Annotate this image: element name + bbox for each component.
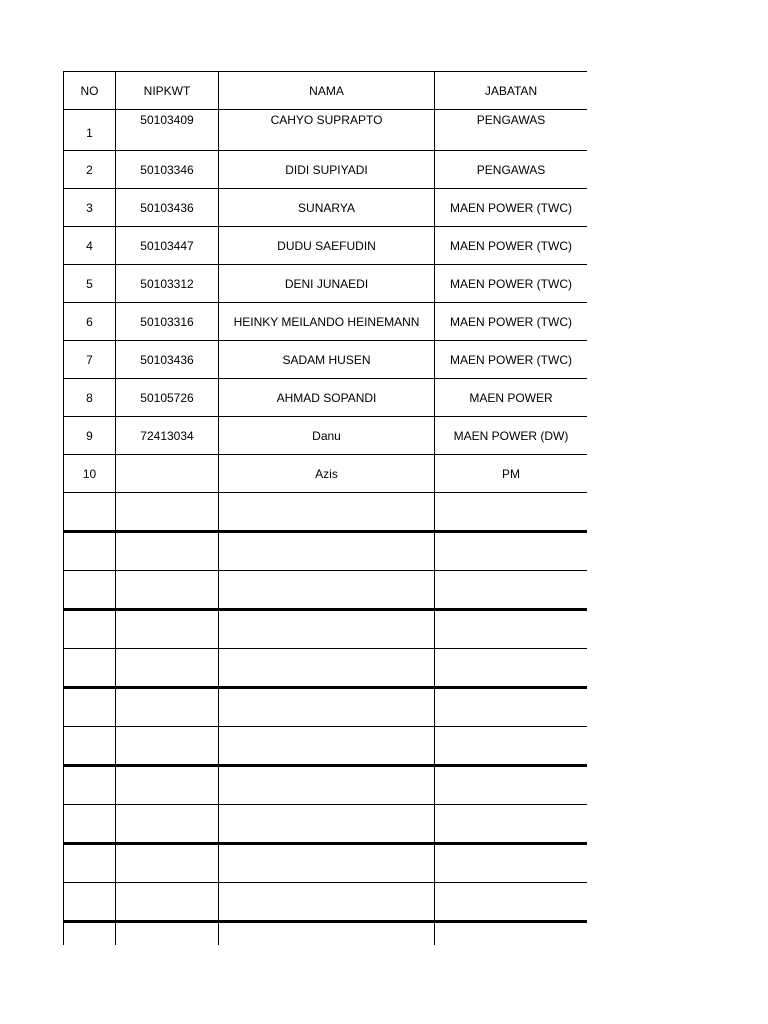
empty-cell[interactable]: [116, 571, 219, 610]
empty-cell[interactable]: [435, 688, 588, 727]
table-row: [64, 189, 588, 227]
cell-nama[interactable]: DUDU SAEFUDIN: [219, 227, 435, 265]
empty-cell[interactable]: [435, 844, 588, 883]
table-row: [64, 341, 588, 379]
table-row: [64, 455, 588, 493]
empty-cell[interactable]: [116, 766, 219, 805]
empty-row: [64, 766, 588, 805]
empty-cell[interactable]: [219, 805, 435, 844]
empty-cell[interactable]: [435, 610, 588, 649]
cell-nama[interactable]: Danu: [219, 417, 435, 455]
empty-cell[interactable]: [219, 649, 435, 688]
empty-row: [64, 688, 588, 727]
table-row: [64, 265, 588, 303]
empty-row: [64, 727, 588, 766]
cell-jabatan[interactable]: PENGAWAS: [435, 110, 588, 151]
empty-row: [64, 922, 588, 946]
cell-jabatan[interactable]: MAEN POWER (TWC): [435, 303, 588, 341]
header-cell-nipkwt[interactable]: NIPKWT: [116, 72, 219, 110]
empty-cell[interactable]: [435, 727, 588, 766]
empty-row: [64, 649, 588, 688]
cell-nama[interactable]: SADAM HUSEN: [219, 341, 435, 379]
empty-row: [64, 610, 588, 649]
empty-row: [64, 883, 588, 922]
empty-cell[interactable]: [64, 493, 116, 532]
cell-no[interactable]: 2: [64, 151, 116, 189]
cell-jabatan[interactable]: PM: [435, 455, 588, 493]
cell-no[interactable]: 10: [64, 455, 116, 493]
empty-cell[interactable]: [116, 649, 219, 688]
cell-no[interactable]: 3: [64, 189, 116, 227]
cell-nipkwt[interactable]: [116, 455, 219, 493]
cell-nipkwt[interactable]: 72413034: [116, 417, 219, 455]
cell-nama[interactable]: HEINKY MEILANDO HEINEMANN: [219, 303, 435, 341]
empty-cell[interactable]: [219, 571, 435, 610]
empty-cell[interactable]: [64, 805, 116, 844]
cell-nipkwt[interactable]: 50103346: [116, 151, 219, 189]
cell-jabatan[interactable]: MAEN POWER (TWC): [435, 341, 588, 379]
cell-no[interactable]: 8: [64, 379, 116, 417]
table-row: [64, 417, 588, 455]
empty-cell[interactable]: [64, 883, 116, 922]
empty-cell[interactable]: [219, 766, 435, 805]
cell-nama[interactable]: Azis: [219, 455, 435, 493]
cell-no[interactable]: 6: [64, 303, 116, 341]
empty-cell[interactable]: [64, 727, 116, 766]
empty-cell[interactable]: [116, 844, 219, 883]
cell-nipkwt[interactable]: 50103436: [116, 341, 219, 379]
empty-cell[interactable]: [116, 493, 219, 532]
cell-nipkwt[interactable]: 50103447: [116, 227, 219, 265]
empty-cell[interactable]: [116, 688, 219, 727]
empty-cell[interactable]: [219, 727, 435, 766]
employee-table: [63, 71, 587, 945]
empty-cell[interactable]: [219, 532, 435, 571]
cell-jabatan[interactable]: PENGAWAS: [435, 151, 588, 189]
header-cell-nama[interactable]: NAMA: [219, 72, 435, 110]
empty-cell[interactable]: [435, 571, 588, 610]
empty-cell[interactable]: [219, 883, 435, 922]
header-row: [64, 72, 588, 110]
table-row: [64, 303, 588, 341]
empty-row: [64, 532, 588, 571]
empty-cell[interactable]: [64, 610, 116, 649]
cell-nama[interactable]: CAHYO SUPRAPTO: [219, 110, 435, 151]
empty-cell[interactable]: [64, 649, 116, 688]
cell-nama[interactable]: AHMAD SOPANDI: [219, 379, 435, 417]
empty-cell[interactable]: [435, 805, 588, 844]
empty-cell[interactable]: [116, 532, 219, 571]
empty-cell[interactable]: [219, 493, 435, 532]
cell-jabatan[interactable]: MAEN POWER (TWC): [435, 265, 588, 303]
empty-cell[interactable]: [435, 766, 588, 805]
cell-jabatan[interactable]: MAEN POWER: [435, 379, 588, 417]
table-row: [64, 379, 588, 417]
empty-cell[interactable]: [219, 610, 435, 649]
cell-jabatan[interactable]: MAEN POWER (DW): [435, 417, 588, 455]
empty-row: [64, 844, 588, 883]
empty-cell[interactable]: [64, 571, 116, 610]
header-cell-jabatan[interactable]: JABATAN: [435, 72, 588, 110]
empty-row: [64, 571, 588, 610]
cell-nama[interactable]: DENI JUNAEDI: [219, 265, 435, 303]
cell-no[interactable]: 5: [64, 265, 116, 303]
cell-nama[interactable]: DIDI SUPIYADI: [219, 151, 435, 189]
cell-nipkwt[interactable]: 50103312: [116, 265, 219, 303]
cell-no[interactable]: 4: [64, 227, 116, 265]
empty-cell[interactable]: [219, 844, 435, 883]
table-row: [64, 151, 588, 189]
empty-cell[interactable]: [435, 922, 588, 946]
cell-jabatan[interactable]: MAEN POWER (TWC): [435, 189, 588, 227]
cell-nipkwt[interactable]: 50103436: [116, 189, 219, 227]
cell-no[interactable]: 1: [64, 110, 116, 151]
empty-cell[interactable]: [116, 610, 219, 649]
cell-no[interactable]: 7: [64, 341, 116, 379]
table-row: [64, 110, 588, 151]
empty-cell[interactable]: [116, 727, 219, 766]
empty-cell[interactable]: [435, 493, 588, 532]
empty-cell[interactable]: [435, 532, 588, 571]
empty-cell[interactable]: [116, 883, 219, 922]
spreadsheet-sheet: [63, 71, 587, 945]
empty-cell[interactable]: [219, 922, 435, 946]
empty-cell[interactable]: [64, 766, 116, 805]
empty-cell[interactable]: [116, 922, 219, 946]
empty-row: [64, 805, 588, 844]
cell-jabatan[interactable]: MAEN POWER (TWC): [435, 227, 588, 265]
empty-row: [64, 493, 588, 532]
empty-cell[interactable]: [64, 688, 116, 727]
empty-cell[interactable]: [64, 922, 116, 946]
cell-nipkwt[interactable]: 50105726: [116, 379, 219, 417]
empty-cell[interactable]: [116, 805, 219, 844]
cell-nipkwt[interactable]: 50103316: [116, 303, 219, 341]
cell-nipkwt[interactable]: 50103409: [116, 110, 219, 151]
empty-cell[interactable]: [435, 883, 588, 922]
header-cell-no[interactable]: NO: [64, 72, 116, 110]
empty-cell[interactable]: [435, 649, 588, 688]
cell-no[interactable]: 9: [64, 417, 116, 455]
empty-cell[interactable]: [64, 532, 116, 571]
table-row: [64, 227, 588, 265]
empty-cell[interactable]: [219, 688, 435, 727]
empty-cell[interactable]: [64, 844, 116, 883]
cell-nama[interactable]: SUNARYA: [219, 189, 435, 227]
